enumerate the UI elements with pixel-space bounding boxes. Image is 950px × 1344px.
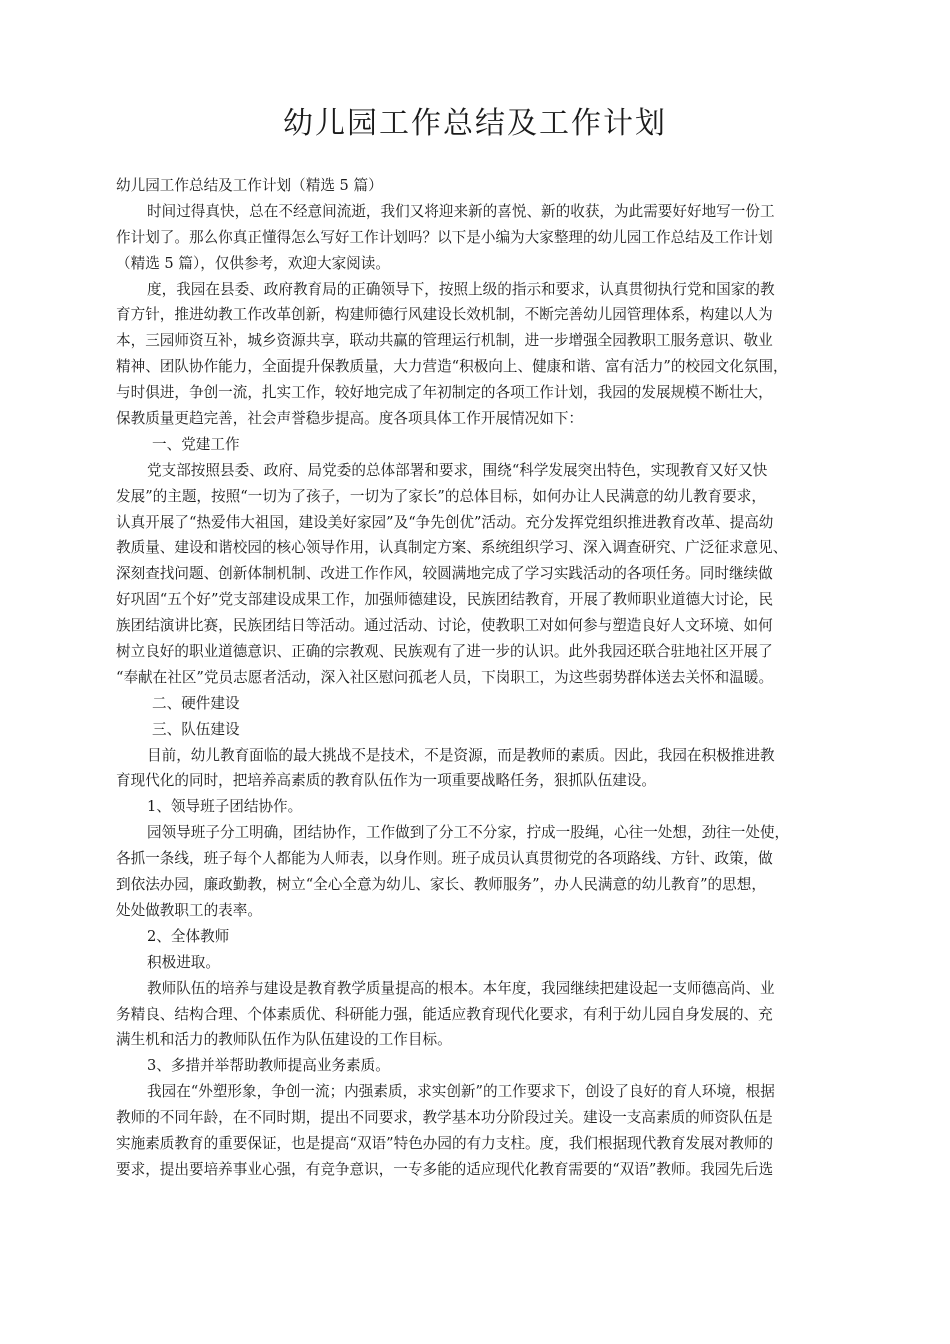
- body-text-line: “奉献在社区”党员志愿者活动，深入社区慰问孤老人员，下岗职工，为这些弱势群体送去关怀和温暖。: [116, 668, 774, 686]
- document-body: [116, 173, 868, 1183]
- body-text-line: 党支部按照县委、政府、局党委的总体部署和要求，围绕“科学发展突出特色，实现教育又好又快: [147, 461, 768, 479]
- body-text-line: 深刻查找问题、创新体制机制、改进工作作风，较圆满地完成了学习实践活动的各项任务。同时继续做: [116, 565, 773, 583]
- body-text-line: 保教质量更趋完善，社会声誉稳步提高。度各项具体工作开展情况如下：: [116, 410, 584, 428]
- body-text-line: 幼儿园工作总结及工作计划（精选 5 篇）: [116, 177, 383, 194]
- body-text-line: 精神、团队协作能力，全面提升保教质量，大力营造“积极向上、健康和谐、富有活力”的校园文化氛围，: [116, 358, 788, 376]
- body-text-line: 育现代化的同时，把培养高素质的教育队伍作为一项重要战略任务，狠抓队伍建设。: [116, 772, 656, 790]
- body-text-line: 教师的不同年龄，在不同时期，提出不同要求，教学基本功分阶段过关。建设一支高素质的师资队伍是: [116, 1109, 773, 1127]
- body-text-line: 我园在“外塑形象，争创一流；内强素质，求实创新”的工作要求下，创设了良好的育人环境，根据: [147, 1083, 775, 1101]
- body-text-line: 满生机和活力的教师队伍作为队伍建设的工作目标。: [116, 1031, 452, 1049]
- body-text-line: 与时俱进，争创一流，扎实工作，较好地完成了年初制定的各项工作计划，我园的发展规模不断壮大，: [116, 384, 773, 402]
- body-text-line: 二、硬件建设: [152, 694, 240, 712]
- body-text-line: 三、队伍建设: [152, 720, 240, 738]
- body-text-line: 处处做教职工的表率。: [116, 901, 262, 919]
- body-text-line: 教质量、建设和谐校园的核心领导作用，认真制定方案、系统组织学习、深入调查研究、广泛征求意见、: [116, 539, 788, 557]
- body-text-line: 务精良、结构合理、个体素质优、科研能力强，能适应教育现代化要求，有利于幼儿园自身发展的、充: [116, 1005, 773, 1023]
- body-text-line: 族团结演讲比赛，民族团结日等活动。通过活动、讨论，使教职工对如何参与塑造良好人文环境、如何: [116, 617, 773, 635]
- document-title: 幼儿园工作总结及工作计划: [283, 106, 667, 141]
- body-text-line: 到依法办园，廉政勤教，树立“全心全意为幼儿、家长、教师服务”，办人民满意的幼儿教育”的思想，: [116, 876, 766, 894]
- body-text-line: （精选 5 篇），仅供参考，欢迎大家阅读。: [116, 254, 390, 272]
- body-text-line: 育方针，推进幼教工作改革创新，构建师德行风建设长效机制，不断完善幼儿园管理体系，构建以人为: [116, 306, 773, 324]
- body-text-line: 度，我园在县委、政府教育局的正确领导下，按照上级的指示和要求，认真贯彻执行党和国家的教: [147, 280, 775, 298]
- body-text-line: 1、领导班子团结协作。: [147, 798, 303, 816]
- body-text-line: 作计划了。那么你真正懂得怎么写好工作计划吗？以下是小编为大家整理的幼儿园工作总结及工作计划: [116, 228, 773, 246]
- body-text-line: 要求，提出要培养事业心强，有竞争意识，一专多能的适应现代化教育需要的“双语”教师。我园先后选: [116, 1160, 774, 1178]
- body-text-line: 目前，幼儿教育面临的最大挑战不是技术，不是资源，而是教师的素质。因此，我园在积极推进教: [147, 746, 775, 764]
- body-text-line: 时间过得真快，总在不经意间流逝，我们又将迎来新的喜悦、新的收获，为此需要好好地写一份工: [147, 202, 775, 220]
- body-text-line: 各抓一条线，班子每个人都能为人师表，以身作则。班子成员认真贯彻党的各项路线、方针、政策，做: [116, 850, 773, 868]
- body-text-line: 发展”的主题，按照“一切为了孩子，一切为了家长”的总体目标，如何办让人民满意的幼儿教育要求，: [116, 487, 766, 505]
- body-text-line: 一、党建工作: [152, 435, 240, 453]
- body-text-line: 好巩固“五个好”党支部建设成果工作，加强师德建设，民族团结教育，开展了教师职业道德大讨论，民: [116, 591, 774, 609]
- body-text-line: 园领导班子分工明确，团结协作，工作做到了分工不分家，拧成一股绳，心往一处想，劲往一处使，: [147, 824, 790, 842]
- body-text-line: 2、全体教师: [147, 927, 230, 945]
- body-text-line: 认真开展了“热爱伟大祖国，建设美好家园”及“争先创优”活动。充分发挥党组织推进教育改革、提高幼: [116, 513, 774, 531]
- body-text-line: 树立良好的职业道德意识、正确的宗教观、民族观有了进一步的认识。此外我园还联合驻地社区开展了: [116, 643, 773, 661]
- body-text-line: 教师队伍的培养与建设是教育教学质量提高的根本。本年度，我园继续把建设起一支师德高尚、业: [147, 979, 775, 997]
- body-text-line: 3、多措并举帮助教师提高业务素质。: [147, 1057, 390, 1075]
- body-text-line: 实施素质教育的重要保证，也是提高“双语”特色办园的有力支柱。度，我们根据现代教育发展对教师的: [116, 1134, 774, 1152]
- body-text-line: 积极进取。: [147, 953, 220, 971]
- body-text-line: 本，三园师资互补，城乡资源共享，联动共赢的管理运行机制，进一步增强全园教职工服务意识、敬业: [116, 332, 773, 350]
